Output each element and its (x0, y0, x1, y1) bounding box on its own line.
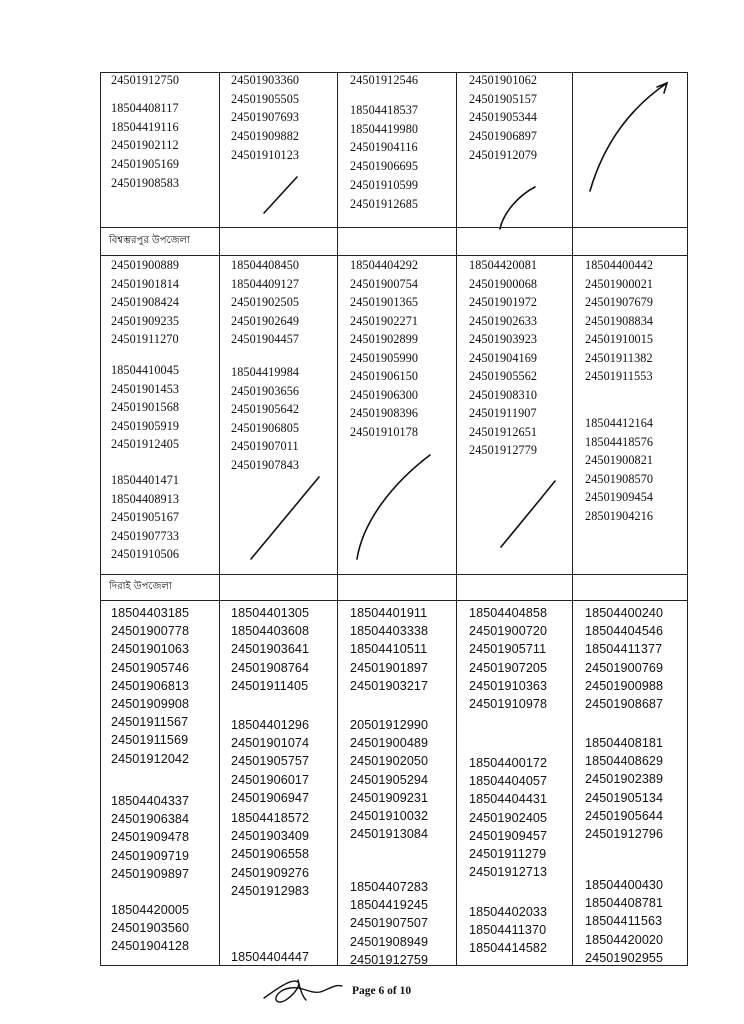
id-number: 24501912651 (469, 424, 538, 439)
id-number: 24501910032 (350, 809, 429, 823)
id-number: 24501907693 (231, 110, 300, 125)
id-number: 24501912779 (469, 443, 538, 457)
id-number: 24501904128 (111, 939, 190, 954)
id-number: 18504419980 (350, 121, 419, 136)
id-number: 24501905344 (469, 110, 538, 125)
id-number: 24501905505 (231, 91, 300, 106)
id-number: 24501911569 (111, 733, 189, 748)
id-number: 24501909882 (231, 129, 300, 144)
id-number: 24501901568 (111, 400, 180, 414)
id-number: 24501900778 (111, 624, 190, 639)
check-mark (590, 83, 667, 191)
id-number: 24501910123 (231, 147, 300, 162)
id-number: 24501911279 (469, 847, 547, 861)
id-number: 18504411370 (469, 923, 547, 938)
id-number: 24501900821 (585, 453, 654, 467)
id-number: 24501900068 (469, 276, 538, 291)
id-number: 24501904169 (469, 350, 538, 365)
id-number: 24501906150 (350, 369, 419, 383)
id-number: 24501903560 (111, 921, 190, 936)
id-number: 24501905919 (111, 418, 180, 433)
id-number: 18504408117 (111, 101, 179, 115)
id-number: 24501909457 (469, 828, 548, 843)
id-number: 18504403185 (111, 606, 190, 620)
id-number: 24501902633 (469, 313, 538, 328)
id-number: 24501902505 (231, 295, 300, 309)
id-number: 24501907843 (231, 457, 300, 472)
id-number: 24501909478 (111, 830, 190, 845)
id-number: 18504414582 (469, 941, 548, 956)
id-number: 24501912759 (350, 952, 429, 967)
id-number: 24501901062 (469, 73, 538, 87)
id-number: 24501906897 (469, 129, 538, 144)
id-number: 24501906017 (231, 772, 310, 787)
id-number: 24501905746 (111, 660, 190, 675)
id-number: 24501907507 (350, 916, 429, 931)
id-number: 18504408181 (585, 736, 664, 750)
id-number: 24501909231 (350, 790, 429, 805)
id-number: 24501905990 (350, 350, 419, 365)
id-number: 24501908583 (111, 175, 180, 190)
id-number: 18504409127 (231, 276, 300, 291)
id-number: 18504400442 (585, 258, 654, 272)
check-mark (501, 481, 555, 547)
id-number: 24501903217 (350, 678, 429, 693)
id-number: 18504400172 (469, 756, 548, 770)
id-number: 18504404447 (231, 950, 310, 964)
id-number: 24501903923 (469, 332, 538, 346)
id-number: 18504401911 (350, 606, 428, 620)
id-number: 24501912713 (469, 865, 548, 880)
check-mark (251, 477, 319, 559)
id-number: 24501908764 (231, 660, 310, 675)
id-number: 24501905294 (350, 772, 429, 787)
id-number: 24501900754 (350, 276, 419, 291)
id-number: 18504404057 (469, 774, 548, 789)
id-number: 24501903409 (231, 829, 310, 844)
id-number: 24501912042 (111, 751, 190, 766)
id-number: 24501901063 (111, 642, 190, 657)
id-number: 24501901074 (231, 736, 310, 751)
page-number: Page 6 of 10 (352, 985, 412, 997)
id-number: 24501906695 (350, 159, 419, 174)
id-number: 24501911567 (111, 715, 189, 730)
id-number: 24501900021 (585, 276, 654, 291)
id-number: 18504411563 (585, 914, 663, 929)
id-number: 24501908310 (469, 387, 538, 402)
id-number: 24501908396 (350, 406, 419, 420)
id-number: 18504400240 (585, 606, 664, 620)
id-number: 18504404337 (111, 794, 190, 808)
id-number: 24501911907 (469, 406, 537, 420)
id-number: 24501900988 (585, 678, 664, 693)
id-number: 24501904457 (231, 332, 300, 346)
id-number: 28501904216 (585, 508, 654, 523)
id-number: 24501906947 (231, 790, 310, 805)
id-number: 24501912796 (585, 827, 664, 841)
id-number: 24501902405 (469, 810, 548, 825)
id-number: 24501908687 (585, 697, 664, 711)
id-number: 24501905169 (111, 157, 180, 172)
id-number: 24501903656 (231, 383, 300, 398)
id-number: 18504404292 (350, 258, 419, 272)
id-number: 24501912079 (469, 147, 538, 162)
id-number: 18504420081 (469, 258, 538, 272)
id-number: 18504401305 (231, 606, 310, 620)
id-number: 24501907679 (585, 295, 654, 309)
id-number: 24501903641 (231, 642, 310, 657)
id-number: 18504408450 (231, 258, 300, 272)
id-number: 24501900889 (111, 258, 180, 272)
id-number: 24501910599 (350, 177, 419, 192)
id-number: 24501901453 (111, 381, 180, 396)
upazila-label: বিশ্বম্ভরপুর উপজেলা (109, 235, 190, 246)
id-number: 24501904116 (350, 140, 418, 155)
id-number: 24501900720 (469, 624, 548, 639)
check-mark (500, 187, 535, 229)
id-number: 24501910015 (585, 332, 654, 346)
id-number: 24501905134 (585, 790, 664, 805)
id-number: 24501912405 (111, 437, 180, 451)
id-number: 24501902955 (585, 950, 664, 965)
upazila-label: দিরাই উপজেলা (109, 581, 172, 592)
id-number: 24501905562 (469, 369, 538, 383)
id-number: 24501909454 (585, 490, 654, 504)
id-number: 18504408781 (585, 896, 664, 911)
id-number: 24501900489 (350, 736, 429, 751)
signature-image (258, 972, 348, 1012)
id-number: 24501911382 (585, 350, 653, 365)
id-number: 24501901897 (350, 660, 429, 675)
id-number: 24501902271 (350, 313, 419, 328)
id-number: 24501907011 (231, 439, 299, 453)
id-number: 24501913084 (350, 827, 429, 842)
id-number: 24501902649 (231, 313, 300, 328)
id-number: 18504418572 (231, 811, 310, 825)
id-number: 18504400430 (585, 878, 664, 892)
id-number: 18504404546 (585, 624, 664, 639)
id-number: 24501910506 (111, 547, 180, 561)
id-number: 18504408913 (111, 491, 180, 506)
id-number: 24501902899 (350, 332, 419, 346)
id-number: 24501910978 (469, 697, 548, 711)
id-number: 18504403608 (231, 624, 310, 639)
id-number: 24501912750 (111, 73, 180, 87)
id-number: 24501907733 (111, 528, 180, 543)
id-number: 24501907205 (469, 660, 548, 675)
id-number: 24501909719 (111, 848, 190, 863)
id-number: 24501906813 (111, 678, 190, 693)
id-number: 24501911553 (585, 369, 653, 383)
id-number: 24501902389 (585, 772, 664, 787)
id-number: 18504401296 (231, 718, 310, 732)
id-number: 24501911270 (111, 332, 179, 346)
id-number: 24501905157 (469, 91, 538, 106)
id-number: 18504420005 (111, 903, 190, 917)
id-number: 24501908949 (350, 934, 429, 949)
id-number: 18504404431 (469, 792, 548, 807)
id-number: 18504418576 (585, 434, 654, 449)
check-mark (357, 455, 430, 559)
id-number: 18504418537 (350, 103, 419, 117)
id-number: 18504419116 (111, 119, 179, 134)
id-number: 24501908424 (111, 295, 180, 309)
id-number: 24501906805 (231, 420, 300, 435)
id-number: 24501911405 (231, 678, 309, 693)
id-number: 24501910178 (350, 424, 419, 439)
id-number: 24501901972 (469, 295, 538, 309)
id-number: 24501909235 (111, 313, 180, 328)
id-number: 18504419984 (231, 365, 300, 379)
id-number: 18504410511 (350, 642, 428, 657)
id-number: 24501910363 (469, 678, 548, 693)
id-number: 24501912546 (350, 73, 419, 87)
check-mark (264, 177, 297, 213)
id-number: 18504419245 (350, 898, 429, 913)
id-number: 24501912685 (350, 196, 419, 211)
id-number: 24501905757 (231, 754, 310, 769)
id-number: 24501905711 (469, 642, 547, 657)
id-number: 18504401471 (111, 473, 180, 487)
id-number: 18504420020 (585, 932, 664, 947)
id-number: 24501906384 (111, 812, 190, 827)
id-number: 24501909897 (111, 866, 190, 881)
id-number: 24501902050 (350, 754, 429, 769)
id-number: 24501905642 (231, 402, 300, 416)
id-number: 18504403338 (350, 624, 429, 639)
handwritten-marks (101, 73, 689, 967)
id-number: 24501909276 (231, 865, 310, 880)
id-number: 24501900769 (585, 660, 664, 675)
id-number: 18504408629 (585, 754, 664, 769)
id-number: 24501901814 (111, 276, 180, 291)
id-number: 24501908834 (585, 313, 654, 328)
id-number: 24501912983 (231, 883, 310, 898)
id-number: 18504402033 (469, 905, 548, 919)
id-number: 24501908570 (585, 471, 654, 486)
id-number: 24501905644 (585, 808, 664, 823)
id-number: 24501906300 (350, 387, 419, 402)
data-table (100, 72, 688, 966)
id-number: 18504404858 (469, 606, 548, 620)
id-number: 24501909908 (111, 697, 190, 711)
id-number: 18504412164 (585, 416, 654, 430)
id-number: 18504407283 (350, 880, 429, 894)
id-number: 24501906558 (231, 847, 310, 862)
id-number: 24501905167 (111, 510, 180, 524)
id-number: 24501901365 (350, 295, 419, 309)
id-number: 24501902112 (111, 138, 179, 153)
id-number: 18504411377 (585, 642, 663, 657)
id-number: 24501903360 (231, 73, 300, 87)
id-number: 18504410045 (111, 363, 180, 377)
id-number: 20501912990 (350, 718, 429, 732)
